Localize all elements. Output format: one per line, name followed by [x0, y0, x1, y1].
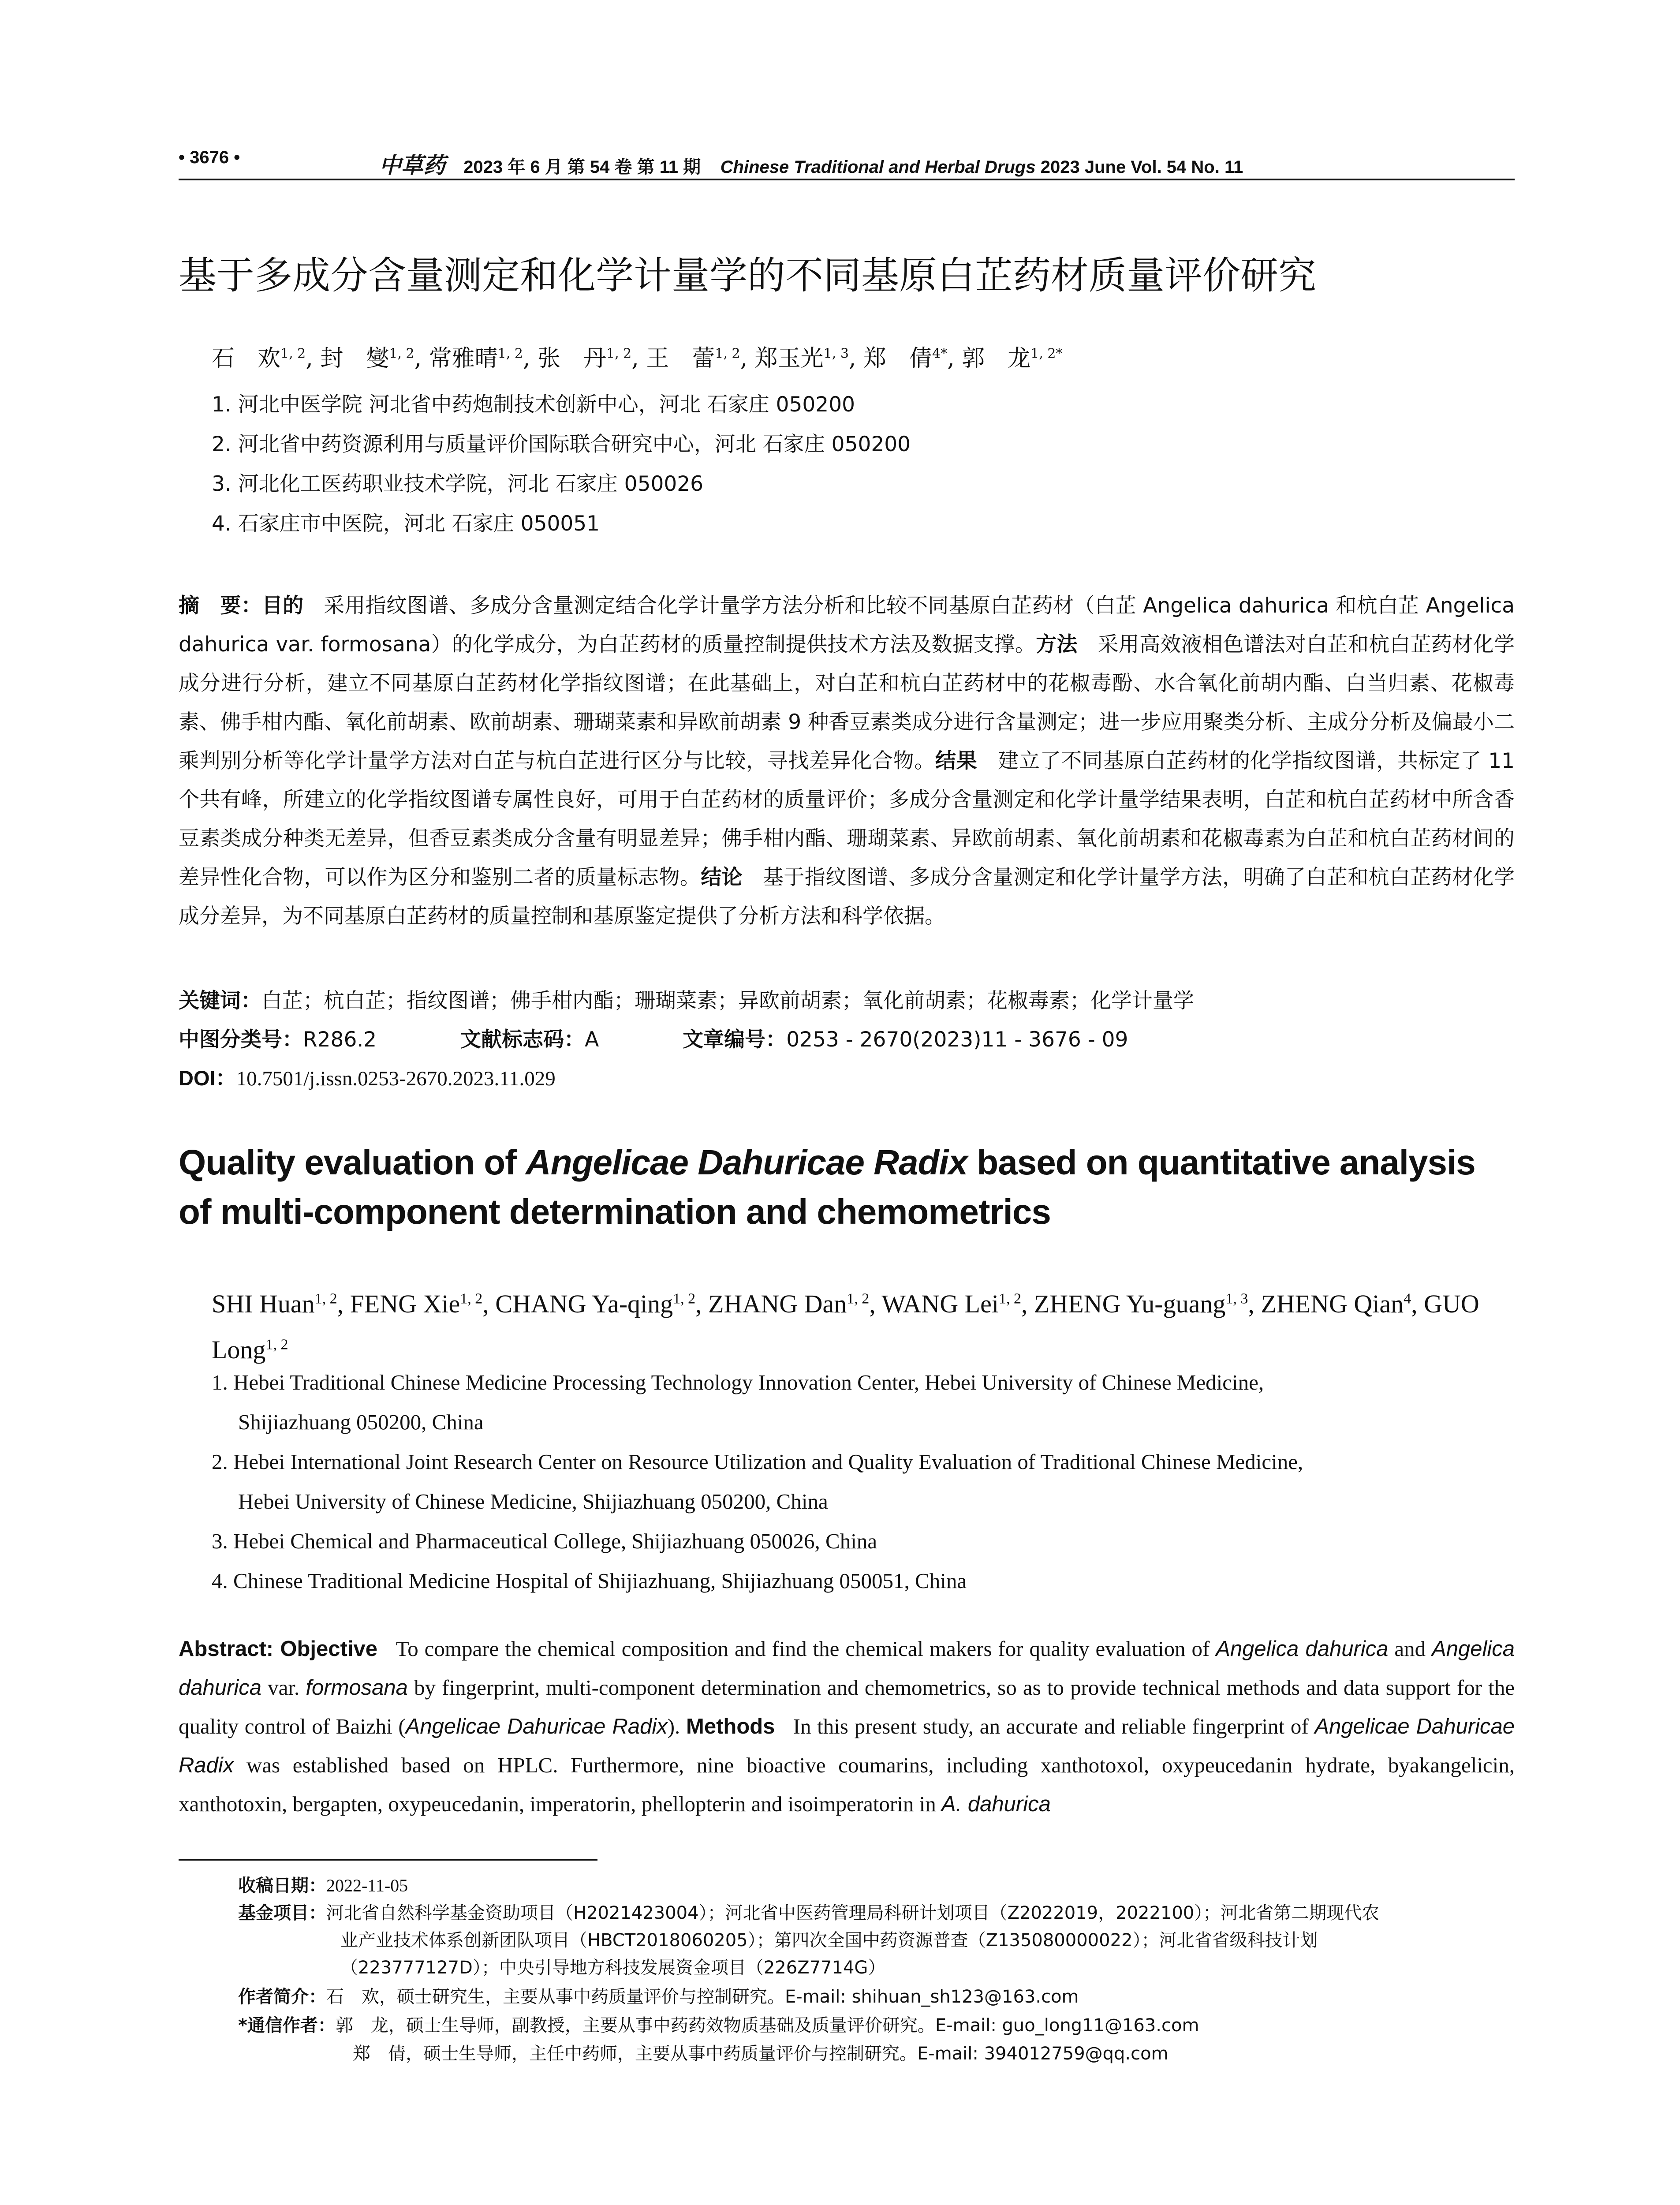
- methods-label: 方法: [1036, 632, 1078, 657]
- authors-en: SHI Huan$^{1, 2}$, FENG Xie$^{1, 2}$, CHANG Ya-qing$^{1, 2}$, ZHANG Dan$^{1, 2}$, WANG Lei$^{1, 2}$, ZHENG Yu-guang$^{1, 3}$, ZHENG Qian$^4$, GUO Long$^{1, 2}$: [212, 1289, 1479, 1364]
- abstract-en: Abstract: Objective To compare the chemical composition and find the chemical makers for quality evaluation of Angelica dahurica and Angelica dahurica var. formosana by fingerprint, multi-component determination and chemometrics, so as to provide technical methods and data support for the quality control of Baizhi (Angelicae Dahuricae Radix). Methods In this present study, an accurate and reliable fingerprint of Angelicae Dahuricae Radix was established based on HPLC. Furthermore, nine bioactive coumarins, including xanthotoxol, oxypeucedanin hydrate, byakangelicin, xanthotoxin, bergapten, oxypeucedanin, imperatorin, phellopterin and isoimperatorin in A. dahurica: [179, 1637, 1515, 1816]
- doi: DOI：10.7501/j.issn.0253-2670.2023.11.029: [179, 1066, 556, 1090]
- article-number: 0253 - 2670(2023)11 - 3676 - 09: [786, 1028, 1128, 1052]
- affiliation-en: 3. Hebei Chemical and Pharmaceutical College, Shijiazhuang 050026, China: [212, 1529, 877, 1553]
- author-cn: 常雅晴$^{1, 2}$: [429, 345, 523, 372]
- footnote-fund-cont: （223777127D）；中央引导地方科技发展资金项目（226Z7714G）: [340, 1958, 886, 1978]
- methods-en-label: Methods: [686, 1715, 775, 1738]
- abstract-label: 摘 要：: [179, 594, 262, 618]
- author-cn: 张 丹$^{1, 2}$: [537, 345, 632, 372]
- clc-number: R286.2: [303, 1028, 377, 1052]
- affiliation-en: 4. Chinese Traditional Medicine Hospital of Shijiazhuang, Shijiazhuang 050051, China: [212, 1569, 967, 1593]
- abstract-cn: [179, 587, 1515, 936]
- author-en: FENG Xie$^{1, 2}$: [350, 1289, 483, 1319]
- footnote-corresponding: *通信作者：郭 龙，硕士生导师，副教授，主要从事中药药效物质基础及质量评价研究。E-mail: guo_long11@163.com: [238, 2015, 1199, 2036]
- keywords: [179, 984, 1194, 1014]
- title-cn: 基于多成分含量测定和化学计量学的不同基原白芷药材质量评价研究: [179, 254, 1316, 298]
- objective-label: 目的: [262, 594, 304, 618]
- page-number: • 3676 •: [179, 148, 240, 167]
- results-text: 建立了不同基原白芷药材的化学指纹图谱，共标定了 11 个共有峰，所建立的化学指纹图谱专属性良好，可用于白芷药材的质量评价；多成分含量测定和化学计量学结果表明，白芷和杭白芷药材中所含香豆素类成分种类无差异，但香豆素类成分含量有明显差异；佛手柑内酯、珊瑚菜素、异欧前胡素、氧化前胡素和花椒毒素为白芷和杭白芷药材间的差异性化合物，可以作为区分和鉴别二者的质量标志物。: [179, 749, 1515, 889]
- objective-text: 采用指纹图谱、多成分含量测定结合化学计量学方法分析和比较不同基原白芷药材（白芷 Angelica dahurica 和杭白芷 Angelica dahurica var. formosana）的化学成分，为白芷药材的质量控制提供技术方法及数据支撑。: [179, 594, 1515, 657]
- keywords-text: 白芷；杭白芷；指纹图谱；佛手柑内酯；珊瑚菜素；异欧前胡素；氧化前胡素；花椒毒素；化学计量学: [261, 989, 1194, 1013]
- authors-cn: 石 欢$^{1, 2}$, 封 燮$^{1, 2}$, 常雅晴$^{1, 2}$, 张 丹$^{1, 2}$, 王 蕾$^{1, 2}$, 郑玉光$^{1, 3}$, 郑 倩$^{4*}$, 郭 龙$^{1, 2*}$: [212, 345, 1063, 372]
- affiliation-en: 2. Hebei International Joint Research Center on Resource Utilization and Quality Evaluation of Traditional Chinese Medicine, Hebei University of Chinese Medicine, Shijiazhuang 050200, China: [212, 1450, 1303, 1514]
- doi-link[interactable]: 10.7501/j.issn.0253-2670.2023.11.029: [236, 1067, 556, 1090]
- conclusion-text: 基于指纹图谱、多成分含量测定和化学计量学方法，明确了白芷和杭白芷药材化学成分差异，为不同基原白芷药材的质量控制和基原鉴定提供了分析方法和科学依据。: [179, 865, 1515, 928]
- affiliation-cn: 3. 河北化工医药职业技术学院，河北 石家庄 050026: [212, 472, 704, 496]
- author-en: SHI Huan$^{1, 2}$: [212, 1289, 337, 1319]
- author-cn: 封 燮$^{1, 2}$: [320, 345, 414, 372]
- footnote-rule: [179, 1859, 597, 1861]
- running-header: [179, 148, 1515, 179]
- footnote-fund: 基金项目：河北省自然科学基金资助项目（H2021423004）；河北省中医药管理局科研计划项目（Z2022019，2022100）；河北省第二期现代农: [238, 1903, 1380, 1923]
- author-cn: 郑玉光$^{1, 3}$: [754, 345, 849, 372]
- doc-code: A: [585, 1028, 599, 1052]
- affiliation-cn: 2. 河北省中药资源利用与质量评价国际联合研究中心，河北 石家庄 050200: [212, 432, 911, 456]
- footnote-received: 收稿日期：2022-11-05: [238, 1876, 408, 1896]
- classification: 中图分类号：R286.2 文献标志码：A 文章编号：0253 - 2670(2023)11 - 3676 - 09: [179, 1028, 1128, 1052]
- issue-cn: 2023 年 6 月 第 54 卷 第 11 期: [463, 157, 701, 177]
- author-en: ZHENG Yu-guang$^{1, 3}$: [1034, 1289, 1248, 1319]
- footnote-fund-cont: 业产业技术体系创新团队项目（HBCT2018060205）；第四次全国中药资源普查（Z135080000022）；河北省省级科技计划: [340, 1930, 1318, 1951]
- issue-en: 2023 June Vol. 54 No. 11: [1040, 157, 1243, 177]
- author-en: ZHENG Qian$^4$: [1261, 1289, 1411, 1319]
- journal-info: [379, 148, 1243, 179]
- journal-logo: 中草药: [379, 152, 445, 178]
- author-en: WANG Lei$^{1, 2}$: [881, 1289, 1021, 1319]
- author-cn: 王 蕾$^{1, 2}$: [646, 345, 740, 372]
- keywords-label: 关键词：: [179, 989, 261, 1013]
- methods-text: 采用高效液相色谱法对白芷和杭白芷药材化学成分进行分析，建立不同基原白芷药材化学指纹图谱；在此基础上，对白芷和杭白芷药材中的花椒毒酚、水合氧化前胡内酯、白当归素、花椒毒素、佛手柑内酯、氧化前胡素、欧前胡素、珊瑚菜素和异欧前胡素 9 种香豆素类成分进行含量测定；进一步应用聚类分析、主成分分析及偏最小二乘判别分析等化学计量学方法对白芷与杭白芷进行区分与比较，寻找差异化合物。: [179, 632, 1515, 773]
- conclusion-label: 结论: [701, 865, 743, 889]
- results-label: 结果: [935, 749, 978, 773]
- author-en: CHANG Ya-qing$^{1, 2}$: [495, 1289, 696, 1319]
- author-cn: 石 欢$^{1, 2}$: [212, 345, 306, 372]
- affiliation-cn: 4. 石家庄市中医院，河北 石家庄 050051: [212, 512, 600, 536]
- title-en: Quality evaluation of Angelicae Dahuricae Radix based on quantitative analysis of multi-component determination and chemometrics: [179, 1143, 1475, 1231]
- author-en: ZHANG Dan$^{1, 2}$: [708, 1289, 870, 1319]
- affiliation-en: 1. Hebei Traditional Chinese Medicine Processing Technology Innovation Center, Hebei University of Chinese Medicine, Shijiazhuang 050200, China: [212, 1370, 1264, 1434]
- footnote-corresponding-2: 郑 倩，硕士生导师，主任中药师，主要从事中药质量评价与控制研究。E-mail: 394012759@qq.com: [353, 2044, 1169, 2064]
- author-en: GUO Long$^{1, 2}$: [212, 1289, 1479, 1364]
- header-rule: [179, 179, 1515, 180]
- author-cn: 郑 倩$^{4*}$: [863, 345, 948, 372]
- journal-name-en: Chinese Traditional and Herbal Drugs: [720, 157, 1036, 177]
- affiliation-cn: 1. 河北中医学院 河北省中药炮制技术创新中心，河北 石家庄 050200: [212, 392, 855, 417]
- author-cn: 郭 龙$^{1, 2*}$: [962, 345, 1063, 372]
- abstract-en-label: Abstract: Objective: [179, 1637, 377, 1661]
- footnote-bio: 作者简介：石 欢，硕士研究生，主要从事中药质量评价与控制研究。E-mail: shihuan_sh123@163.com: [238, 1987, 1079, 2007]
